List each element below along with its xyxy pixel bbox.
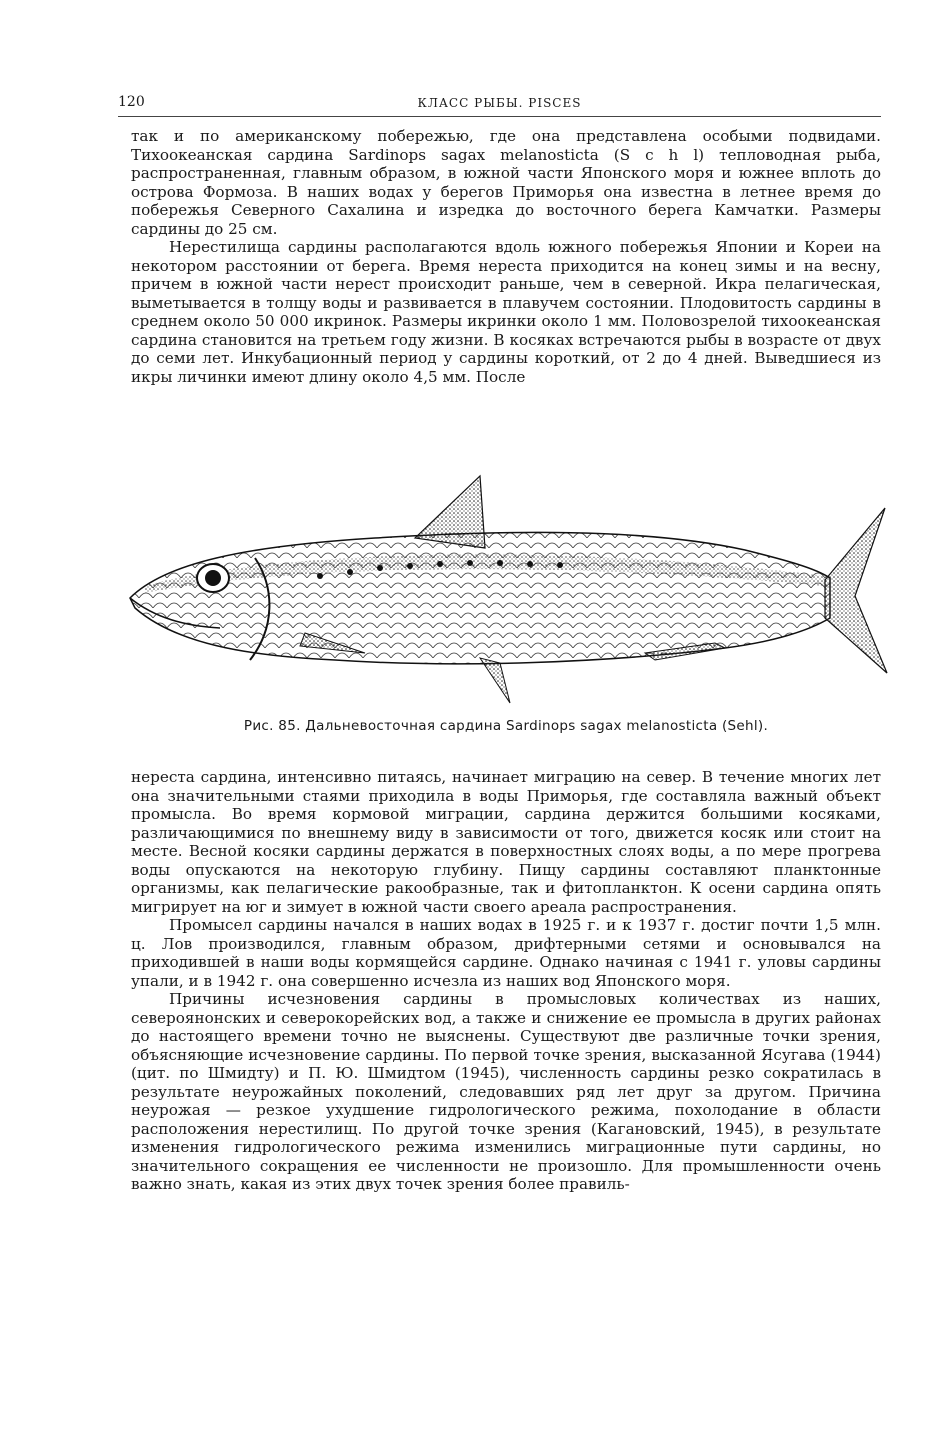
- text-block-top: [131, 127, 881, 386]
- tail-fin: [825, 508, 887, 673]
- sardine-illustration: [125, 468, 890, 713]
- paragraph: Нерестилища сардины располагаются вдоль южного побережья Японии и Кореи на некотором расстоянии от берега. Время нереста приходится на конец зимы и на весну, причем в южной части нерест происходит раньше, чем в северной. Икра пелагическая, выметывается в толщу воды и развивается в плавучем состоянии. Плодовитость сардины в среднем около 50 000 икринок. Размеры икринки около 1 мм. Половозрелой тихоокеанская сардина становится на третьем году жизни. В косяках встречаются рыбы в возрасте от двух до семи лет. Инкубационный период у сардины короткий, от 2 до 4 дней. Выведшиеся из икры личинки имеют длину около 4,5 мм. После: [131, 238, 881, 386]
- running-header: [118, 94, 881, 117]
- paragraph: Промысел сардины начался в наших водах в 1925 г. и к 1937 г. достиг почти 1,5 млн. ц. Лов производился, главным образом, дрифтерными сетями и основывался на приходившей в наши воды кормящейся сардине. Однако начиная с 1941 г. уловы сардины упали, и в 1942 г. она совершенно исчезла из наших вод Японского моря.: [131, 916, 881, 990]
- fish-body: [130, 532, 830, 663]
- figure-caption: Рис. 85. Дальневосточная сардина Sardinops sagax melanosticta (Sehl).: [243, 718, 769, 734]
- paragraph: Причины исчезновения сардины в промысловых количествах из наших, североянонских и северокорейских вод, а также и снижение ее промысла в других районах до настоящего времени точно не выяснены. Существуют две различные точки зрения, объясняющие исчезновение сардины. По первой точке зрения, высказанной Ясугава (1944) (цит. по Шмидту) и П. Ю. Шмидтом (1945), численность сардины резко сократилась в результате неурожайных поколений, следовавших ряд лет друг за другом. Причина неурожая — резкое ухудшение гидрологического режима, похолодание в области расположения нерестилищ. По другой точке зрения (Кагановский, 1945), в результате изменения гидрологического режима изменились миграционные пути сардины, но значительного сокращения ее численности не произошло. Для промышленности очень важно знать, какая из этих двух точек зрения более правиль-: [131, 990, 881, 1193]
- text-block-bottom: [131, 768, 881, 1194]
- paragraph: нереста сардина, интенсивно питаясь, начинает миграцию на север. В течение многих лет она значительными стаями приходила в воды Приморья, где составляла важный объект промысла. Во время кормовой миграции, сардина держится большими косяками, различающимися по внешнему виду в зависимости от того, движется косяк или стоит на месте. Весной косяки сардины держатся в поверхностных слоях воды, а по мере прогрева воды опускаются на некоторую глубину. Пищу сардины составляют планктонные организмы, как пелагические ракообразные, так и фитопланктон. К осени сардина опять мигрирует на юг и зимует в южной части своего ареала распространения.: [131, 768, 881, 916]
- ventral-fin: [480, 658, 510, 703]
- paragraph: так и по американскому побережью, где она представлена особыми подвидами. Тихоокеанская сардина Sardinops sagax melanosticta (S c h l) тепловодная рыба, распространенная, главным образом, в южной части Японского моря и южнее вплоть до острова Формоза. В наших водах у берегов Приморья она известна в летнее время до побережья Северного Сахалина и изредка до восточного берега Камчатки. Размеры сардины до 25 см.: [131, 127, 881, 238]
- page-number: 120: [118, 94, 145, 110]
- running-title: КЛАСС РЫБЫ. PISCES: [417, 96, 582, 110]
